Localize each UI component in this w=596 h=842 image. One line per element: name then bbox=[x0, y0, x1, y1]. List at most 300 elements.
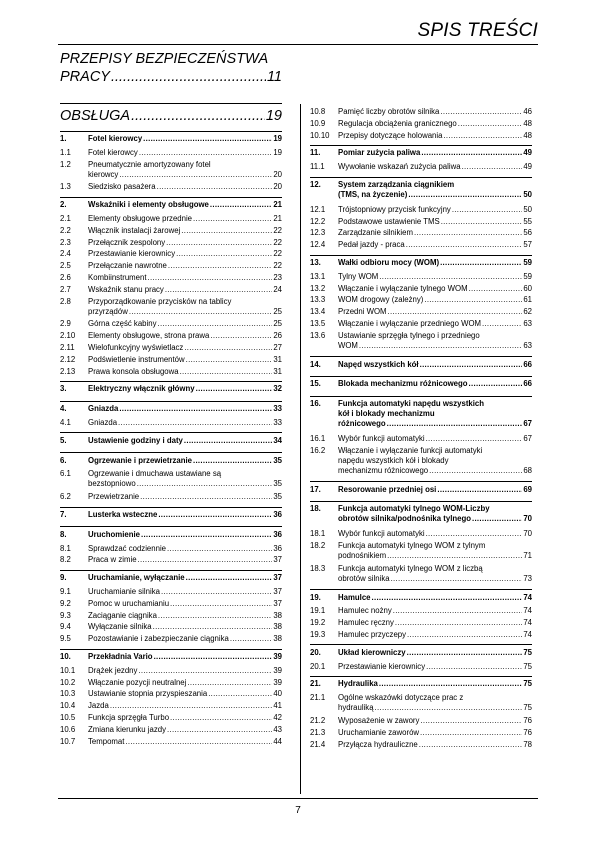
toc-entry-page: 33 bbox=[273, 418, 282, 427]
toc-entry-title: Drążek jezdny bbox=[88, 665, 138, 675]
toc-entry-number: 21.4 bbox=[310, 739, 326, 749]
toc-entry-title-line: Przyporządkowanie przycisków na tablicy bbox=[88, 296, 232, 306]
toc-entry-number: 6.2 bbox=[60, 492, 71, 502]
dot-leader bbox=[443, 131, 522, 141]
toc-entry-number: 12. bbox=[310, 180, 321, 189]
toc-entry-page: 37 bbox=[273, 587, 282, 596]
toc-entry-title: Ustawianie stopnia przyspieszania bbox=[88, 689, 208, 699]
toc-subsection-entry[interactable] bbox=[310, 119, 532, 129]
toc-entry-title: Wybór funkcji automatyki bbox=[338, 434, 425, 443]
toc-subsection-entry[interactable] bbox=[60, 492, 282, 502]
dot-leader bbox=[458, 119, 523, 129]
section-rule bbox=[60, 381, 282, 382]
toc-entry-number: 18.2 bbox=[310, 541, 326, 550]
toc-entry-title: Przełącznik zespolony bbox=[88, 237, 166, 247]
toc-subsection-entry[interactable] bbox=[310, 240, 532, 250]
toc-entry-page: 38 bbox=[273, 634, 282, 644]
dot-leader bbox=[441, 217, 523, 227]
toc-chapter-entry[interactable] bbox=[60, 384, 282, 394]
dot-leader bbox=[170, 599, 272, 609]
toc-subsection-entry[interactable] bbox=[60, 469, 282, 489]
section-rule bbox=[310, 145, 532, 146]
toc-entry-title: bezstopniowo bbox=[88, 479, 136, 489]
section-rule bbox=[310, 177, 532, 178]
toc-subsection-entry[interactable] bbox=[310, 272, 532, 282]
toc-subsection-entry[interactable] bbox=[60, 297, 282, 317]
toc-entry-number: 16.1 bbox=[310, 434, 326, 443]
toc-subsection-entry[interactable] bbox=[310, 217, 532, 227]
toc-entry-title: przyrządów bbox=[88, 306, 128, 316]
toc-entry-page: 48 bbox=[523, 118, 532, 128]
toc-entry-page: 27 bbox=[273, 343, 282, 352]
section-rule bbox=[60, 197, 282, 198]
toc-entry-page: 38 bbox=[273, 610, 282, 620]
toc-entry-title: podnośnikiem bbox=[338, 551, 387, 560]
toc-subsection-entry[interactable] bbox=[60, 725, 282, 735]
toc-entry-page: 36 bbox=[273, 543, 282, 553]
toc-subsection-entry[interactable] bbox=[60, 701, 282, 711]
toc-chapter-entry[interactable] bbox=[60, 436, 282, 446]
toc-entry-title-line: Ogrzewanie i dmuchawa ustawiane są bbox=[88, 469, 222, 479]
toc-entry-page: 66 bbox=[523, 379, 532, 389]
toc-entry-page: 20 bbox=[273, 169, 282, 179]
toc-entry-page: 31 bbox=[273, 366, 282, 376]
toc-entry-page: 43 bbox=[273, 724, 282, 734]
toc-entry-title: Elektryczny włącznik główny bbox=[88, 384, 195, 394]
toc-chapter-entry[interactable] bbox=[310, 504, 532, 524]
toc-entry-number: 20. bbox=[310, 647, 321, 657]
toc-entry-page: 32 bbox=[273, 384, 282, 394]
toc-chapter-entry[interactable] bbox=[310, 648, 532, 658]
toc-big-entry-safety-line1[interactable]: PRZEPISY BEZPIECZEŃSTWA bbox=[60, 51, 269, 67]
toc-subsection-entry[interactable] bbox=[60, 599, 282, 609]
toc-entry-number: 10. bbox=[60, 652, 71, 661]
toc-entry-title: Zarządzanie silnikiem bbox=[338, 228, 413, 238]
dot-leader bbox=[420, 728, 522, 738]
toc-entry-number: 5. bbox=[60, 435, 67, 445]
toc-entry-number: 19. bbox=[310, 592, 321, 602]
dot-leader bbox=[196, 384, 273, 394]
toc-entry-title: Uruchamianie silnika bbox=[88, 587, 160, 596]
toc-entry-page: 33 bbox=[273, 404, 282, 414]
toc-chapter-entry[interactable] bbox=[310, 485, 532, 495]
dot-leader bbox=[388, 307, 523, 317]
toc-entry-page: 31 bbox=[273, 354, 282, 364]
section-rule bbox=[310, 589, 532, 590]
dot-leader bbox=[187, 678, 272, 688]
toc-subsection-entry[interactable] bbox=[60, 182, 282, 192]
toc-subsection-entry[interactable] bbox=[60, 273, 282, 283]
toc-entry-number: 2.5 bbox=[60, 261, 71, 271]
toc-entry-page: 39 bbox=[273, 677, 282, 687]
toc-subsection-entry[interactable] bbox=[310, 446, 532, 476]
toc-subsection-entry[interactable] bbox=[60, 689, 282, 699]
dot-leader bbox=[391, 574, 523, 584]
toc-entry-number: 2.8 bbox=[60, 296, 71, 306]
toc-entry-title: WOM bbox=[338, 340, 358, 350]
toc-subsection-entry[interactable] bbox=[60, 331, 282, 341]
dot-leader bbox=[414, 228, 522, 238]
toc-subsection-entry[interactable] bbox=[60, 666, 282, 676]
dot-leader bbox=[437, 485, 522, 495]
toc-entry-title: Przestawianie kierownicy bbox=[338, 661, 426, 671]
toc-subsection-entry[interactable] bbox=[60, 343, 282, 353]
toc-entry-number: 8.1 bbox=[60, 543, 71, 553]
toc-entry-title: Włączanie i wyłączanie tylnego WOM bbox=[338, 283, 468, 293]
toc-entry-page: 49 bbox=[523, 162, 532, 172]
toc-entry-number: 19.2 bbox=[310, 618, 326, 628]
toc-subsection-entry[interactable] bbox=[60, 634, 282, 644]
dot-leader bbox=[166, 238, 272, 248]
toc-entry-page: 35 bbox=[273, 455, 282, 465]
toc-entry-title: Napęd wszystkich kół bbox=[338, 359, 419, 369]
toc-entry-page: 70 bbox=[523, 529, 532, 539]
toc-subsection-entry[interactable] bbox=[310, 740, 532, 750]
dot-leader bbox=[154, 652, 273, 662]
toc-entry-number: 9.2 bbox=[60, 598, 71, 608]
toc-chapter-entry[interactable] bbox=[310, 148, 532, 158]
toc-chapter-entry[interactable] bbox=[310, 360, 532, 370]
toc-entry-number: 6. bbox=[60, 455, 67, 465]
toc-subsection-entry[interactable] bbox=[60, 355, 282, 365]
toc-entry-page: 46 bbox=[523, 107, 532, 116]
dot-leader bbox=[161, 587, 272, 597]
toc-entry-title: Przełączanie nawrotne bbox=[88, 261, 167, 271]
toc-big-entry-title: PRACY bbox=[60, 69, 110, 85]
toc-entry-title: Włącznik instalacji żarowej bbox=[88, 225, 181, 235]
dot-leader bbox=[440, 258, 522, 268]
toc-subsection-entry[interactable] bbox=[310, 728, 532, 738]
toc-entry-title: Przewietrzanie bbox=[88, 492, 140, 502]
toc-subsection-entry[interactable] bbox=[60, 611, 282, 621]
toc-entry-title: Podświetlenie instrumentów bbox=[88, 354, 185, 364]
toc-subsection-entry[interactable] bbox=[310, 618, 532, 628]
toc-entry-number: 9.5 bbox=[60, 634, 71, 644]
section-rule bbox=[60, 131, 282, 132]
dot-leader bbox=[158, 611, 272, 621]
toc-chapter-entry[interactable] bbox=[310, 679, 532, 689]
toc-subsection-entry[interactable] bbox=[60, 622, 282, 632]
toc-subsection-entry[interactable] bbox=[310, 331, 532, 351]
toc-entry-title-line: kół i blokady mechanizmu bbox=[338, 409, 435, 419]
toc-entry-page: 21 bbox=[273, 200, 282, 210]
dot-leader bbox=[148, 273, 273, 283]
toc-entry-title: Pomoc w uruchamianiu bbox=[88, 598, 170, 608]
toc-subsection-entry[interactable] bbox=[60, 148, 282, 158]
toc-entry-number: 21.3 bbox=[310, 727, 326, 737]
toc-subsection-entry[interactable] bbox=[310, 205, 532, 215]
dot-leader bbox=[424, 295, 522, 305]
toc-entry-title: Gniazda bbox=[88, 418, 118, 427]
toc-entry-page: 60 bbox=[523, 283, 532, 293]
toc-subsection-entry[interactable] bbox=[60, 544, 282, 554]
toc-chapter-entry[interactable] bbox=[60, 404, 282, 414]
toc-chapter-entry[interactable] bbox=[60, 134, 282, 144]
toc-entry-page: 59 bbox=[523, 271, 532, 281]
toc-entry-page: 75 bbox=[523, 679, 532, 689]
toc-entry-title: (TMS, na życzenie) bbox=[338, 190, 408, 199]
toc-entry-page: 55 bbox=[523, 216, 532, 226]
toc-entry-title: kierowcy bbox=[88, 169, 119, 179]
dot-leader bbox=[193, 214, 272, 224]
section-rule bbox=[310, 481, 532, 482]
toc-entry-number: 9. bbox=[60, 573, 67, 583]
toc-entry-title-line: Włączanie i wyłączanie funkcji automatyki bbox=[338, 445, 483, 455]
toc-subsection-entry[interactable] bbox=[310, 693, 532, 713]
toc-entry-title: Hamulec ręczny bbox=[338, 618, 394, 628]
dot-leader bbox=[141, 530, 272, 540]
toc-entry-title: Ogrzewanie i przewietrzanie bbox=[88, 455, 192, 465]
dot-leader bbox=[406, 240, 523, 250]
toc-subsection-entry[interactable] bbox=[310, 564, 532, 584]
toc-subsection-entry[interactable] bbox=[60, 249, 282, 259]
dot-leader bbox=[176, 249, 272, 259]
toc-entry-title: Fotel kierowcy bbox=[88, 147, 138, 157]
dot-leader bbox=[462, 162, 523, 172]
section-rule bbox=[310, 644, 532, 645]
toc-subsection-entry[interactable] bbox=[310, 307, 532, 317]
toc-entry-number: 7. bbox=[60, 510, 67, 519]
toc-chapter-entry[interactable] bbox=[60, 456, 282, 466]
toc-entry-number: 2.11 bbox=[60, 343, 75, 352]
toc-entry-page: 36 bbox=[273, 510, 282, 519]
toc-entry-title: Uruchomienie bbox=[88, 529, 140, 539]
toc-entry-title: Resorowanie przedniej osi bbox=[338, 484, 437, 494]
toc-entry-page: 38 bbox=[273, 622, 282, 632]
dot-leader bbox=[111, 68, 266, 86]
toc-entry-page: 22 bbox=[273, 261, 282, 271]
toc-entry-number: 10.8 bbox=[310, 107, 326, 116]
toc-entry-number: 12.3 bbox=[310, 228, 326, 238]
toc-entry-number: 13.5 bbox=[310, 319, 326, 328]
toc-entry-page: 63 bbox=[523, 340, 532, 350]
dot-leader bbox=[230, 634, 272, 644]
toc-subsection-entry[interactable] bbox=[310, 606, 532, 616]
toc-entry-title-line: Funkcja automatyki napędu wszystkich bbox=[338, 399, 485, 409]
toc-big-entry-operation[interactable] bbox=[60, 107, 282, 125]
toc-subsection-entry[interactable] bbox=[310, 662, 532, 672]
toc-entry-page: 40 bbox=[273, 689, 282, 699]
toc-entry-number: 10.4 bbox=[60, 701, 76, 711]
toc-entry-number: 2.4 bbox=[60, 249, 71, 259]
toc-subsection-entry[interactable] bbox=[310, 541, 532, 561]
toc-entry-number: 3. bbox=[60, 384, 67, 394]
toc-entry-page: 48 bbox=[523, 130, 532, 140]
toc-entry-title-line: Ustawianie sprzęgła tylnego i przedniego bbox=[338, 330, 480, 340]
toc-entry-title: Przestawianie kierownicy bbox=[88, 249, 176, 259]
column-divider bbox=[300, 104, 301, 794]
dot-leader bbox=[379, 272, 522, 282]
toc-entry-page: 73 bbox=[523, 573, 532, 583]
toc-entry-number: 19.1 bbox=[310, 606, 326, 616]
toc-entry-title: Hamulec przyczepy bbox=[338, 630, 407, 639]
dot-leader bbox=[429, 466, 522, 476]
toc-entry-title: Tempomat bbox=[88, 736, 125, 746]
toc-entry-page: 74 bbox=[523, 618, 532, 628]
toc-entry-page: 23 bbox=[273, 273, 282, 282]
dot-leader bbox=[158, 510, 272, 520]
toc-entry-number: 18. bbox=[310, 504, 321, 514]
toc-chapter-entry[interactable] bbox=[310, 258, 532, 268]
toc-entry-page: 22 bbox=[273, 237, 282, 247]
toc-entry-title: Włączanie pozycji neutralnej bbox=[88, 677, 187, 687]
dot-leader bbox=[452, 205, 523, 215]
dot-leader bbox=[119, 170, 272, 180]
toc-entry-page: 44 bbox=[273, 736, 282, 746]
toc-subsection-entry[interactable] bbox=[310, 529, 532, 539]
toc-chapter-entry[interactable] bbox=[60, 652, 282, 662]
toc-entry-page: 74 bbox=[523, 606, 532, 616]
dot-leader bbox=[157, 319, 272, 329]
dot-leader bbox=[395, 618, 522, 628]
toc-subsection-entry[interactable] bbox=[60, 555, 282, 565]
toc-subsection-entry[interactable] bbox=[60, 261, 282, 271]
dot-leader bbox=[393, 606, 523, 616]
toc-entry-title: Uruchamianie, wyłączanie bbox=[88, 573, 185, 583]
toc-entry-number: 4.1 bbox=[60, 418, 71, 427]
toc-subsection-entry[interactable] bbox=[60, 418, 282, 428]
toc-chapter-entry[interactable] bbox=[310, 399, 532, 429]
dot-leader bbox=[138, 666, 272, 676]
toc-entry-page: 63 bbox=[523, 319, 532, 328]
toc-chapter-entry[interactable] bbox=[60, 200, 282, 210]
toc-entry-number: 14. bbox=[310, 359, 321, 369]
toc-chapter-entry[interactable] bbox=[60, 510, 282, 520]
toc-subsection-entry[interactable] bbox=[60, 214, 282, 224]
toc-entry-number: 16. bbox=[310, 399, 321, 409]
toc-subsection-entry[interactable] bbox=[60, 678, 282, 688]
toc-entry-page: 34 bbox=[273, 435, 282, 445]
toc-entry-page: 67 bbox=[523, 419, 532, 429]
toc-entry-title: Lusterka wsteczne bbox=[88, 510, 158, 519]
toc-entry-number: 2.6 bbox=[60, 273, 71, 282]
section-rule bbox=[60, 401, 282, 402]
toc-subsection-entry[interactable] bbox=[310, 284, 532, 294]
toc-entry-title: Funkcja sprzęgła Turbo bbox=[88, 713, 170, 722]
toc-entry-title: Wywołanie wskazań zużycia paliwa bbox=[338, 162, 461, 172]
toc-entry-title: Zmiana kierunku jazdy bbox=[88, 724, 167, 734]
toc-entry-title: Hamulce bbox=[338, 592, 371, 602]
toc-subsection-entry[interactable] bbox=[310, 131, 532, 141]
dot-leader bbox=[387, 551, 522, 561]
toc-entry-title: Zaciąganie ciągnika bbox=[88, 610, 157, 620]
toc-entry-title: Przedni WOM bbox=[338, 307, 387, 317]
toc-subsection-entry[interactable] bbox=[60, 367, 282, 377]
dot-leader bbox=[180, 367, 273, 377]
toc-entry-title: Kombiinstrument bbox=[88, 273, 147, 282]
toc-entry-page: 37 bbox=[273, 573, 282, 583]
toc-subsection-entry[interactable] bbox=[60, 226, 282, 236]
toc-entry-number: 18.1 bbox=[310, 529, 326, 539]
toc-entry-page: 61 bbox=[523, 295, 532, 305]
section-rule bbox=[310, 255, 532, 256]
toc-entry-title-line: Pneumatycznie amortyzowany fotel bbox=[88, 159, 211, 169]
toc-entry-number: 1.1 bbox=[60, 147, 71, 157]
toc-chapter-entry[interactable] bbox=[60, 573, 282, 583]
dot-leader bbox=[193, 456, 272, 466]
section-rule bbox=[60, 507, 282, 508]
toc-entry-page: 59 bbox=[523, 258, 532, 267]
toc-subsection-entry[interactable] bbox=[60, 713, 282, 723]
toc-subsection-entry[interactable] bbox=[60, 160, 282, 180]
toc-entry-page: 37 bbox=[273, 598, 282, 608]
toc-entry-title: Blokada mechanizmu różnicowego bbox=[338, 379, 468, 389]
toc-entry-number: 13.3 bbox=[310, 295, 326, 305]
dot-leader bbox=[372, 593, 523, 603]
toc-entry-title: Sprawdzać codziennie bbox=[88, 543, 167, 553]
dot-leader bbox=[140, 492, 272, 502]
toc-entry-title: Górna część kabiny bbox=[88, 319, 157, 329]
toc-entry-number: 2.10 bbox=[60, 331, 76, 341]
toc-subsection-entry[interactable] bbox=[60, 285, 282, 295]
dot-leader bbox=[153, 622, 273, 632]
toc-entry-number: 10.6 bbox=[60, 724, 76, 734]
section-rule bbox=[60, 649, 282, 650]
toc-subsection-entry[interactable] bbox=[60, 238, 282, 248]
toc-subsection-entry[interactable] bbox=[310, 295, 532, 305]
toc-big-entry-safety[interactable] bbox=[60, 68, 282, 86]
dot-leader bbox=[482, 319, 522, 329]
dot-leader bbox=[118, 418, 272, 428]
toc-entry-number: 12.1 bbox=[310, 204, 326, 214]
section-rule bbox=[60, 452, 282, 453]
toc-entry-title: Wskaźniki i elementy obsługowe bbox=[88, 200, 209, 210]
toc-subsection-entry[interactable] bbox=[310, 228, 532, 238]
toc-entry-number: 16.2 bbox=[310, 445, 326, 455]
toc-subsection-entry[interactable] bbox=[310, 107, 532, 117]
toc-entry-number: 18.3 bbox=[310, 563, 326, 573]
dot-leader bbox=[208, 689, 272, 699]
toc-subsection-entry[interactable] bbox=[60, 737, 282, 747]
toc-entry-title: Pedał jazdy - praca bbox=[338, 240, 405, 250]
toc-entry-page: 50 bbox=[523, 190, 532, 199]
dot-leader bbox=[426, 662, 522, 672]
toc-chapter-entry[interactable] bbox=[310, 180, 532, 200]
toc-subsection-entry[interactable] bbox=[60, 587, 282, 597]
toc-entry-title: Regulacja obciążenia granicznego bbox=[338, 118, 457, 128]
toc-chapter-entry[interactable] bbox=[310, 593, 532, 603]
section-rule bbox=[60, 103, 282, 104]
toc-chapter-entry[interactable] bbox=[60, 530, 282, 540]
toc-entry-title: Przekładnia Vario bbox=[88, 652, 153, 661]
toc-subsection-entry[interactable] bbox=[60, 319, 282, 329]
toc-entry-title-line: Ogólne wskazówki dotyczące prac z bbox=[338, 693, 464, 703]
dot-leader bbox=[138, 555, 273, 565]
toc-chapter-entry[interactable] bbox=[310, 379, 532, 389]
page-number: 7 bbox=[295, 805, 301, 816]
toc-entry-number: 2.13 bbox=[60, 366, 76, 376]
section-rule bbox=[60, 432, 282, 433]
toc-subsection-entry[interactable] bbox=[310, 434, 532, 444]
dot-leader bbox=[210, 331, 272, 341]
toc-subsection-entry[interactable] bbox=[310, 630, 532, 640]
toc-subsection-entry[interactable] bbox=[310, 319, 532, 329]
toc-big-entry-page: 11 bbox=[266, 69, 282, 85]
dot-leader bbox=[469, 379, 523, 389]
toc-subsection-entry[interactable] bbox=[310, 716, 532, 726]
toc-entry-title-line: Funkcja automatyki tylnego WOM z liczbą bbox=[338, 563, 483, 573]
toc-entry-page: 37 bbox=[273, 555, 282, 565]
toc-entry-number: 12.4 bbox=[310, 240, 326, 250]
dot-leader bbox=[426, 529, 523, 539]
toc-entry-title: Elementy obsługowe, strona prawa bbox=[88, 331, 210, 341]
toc-entry-page: 50 bbox=[523, 204, 532, 214]
toc-entry-page: 76 bbox=[523, 727, 532, 737]
toc-subsection-entry[interactable] bbox=[310, 162, 532, 172]
toc-entry-number: 11.1 bbox=[310, 162, 325, 172]
toc-entry-title: Tylny WOM bbox=[338, 271, 379, 281]
dot-leader bbox=[419, 740, 523, 750]
